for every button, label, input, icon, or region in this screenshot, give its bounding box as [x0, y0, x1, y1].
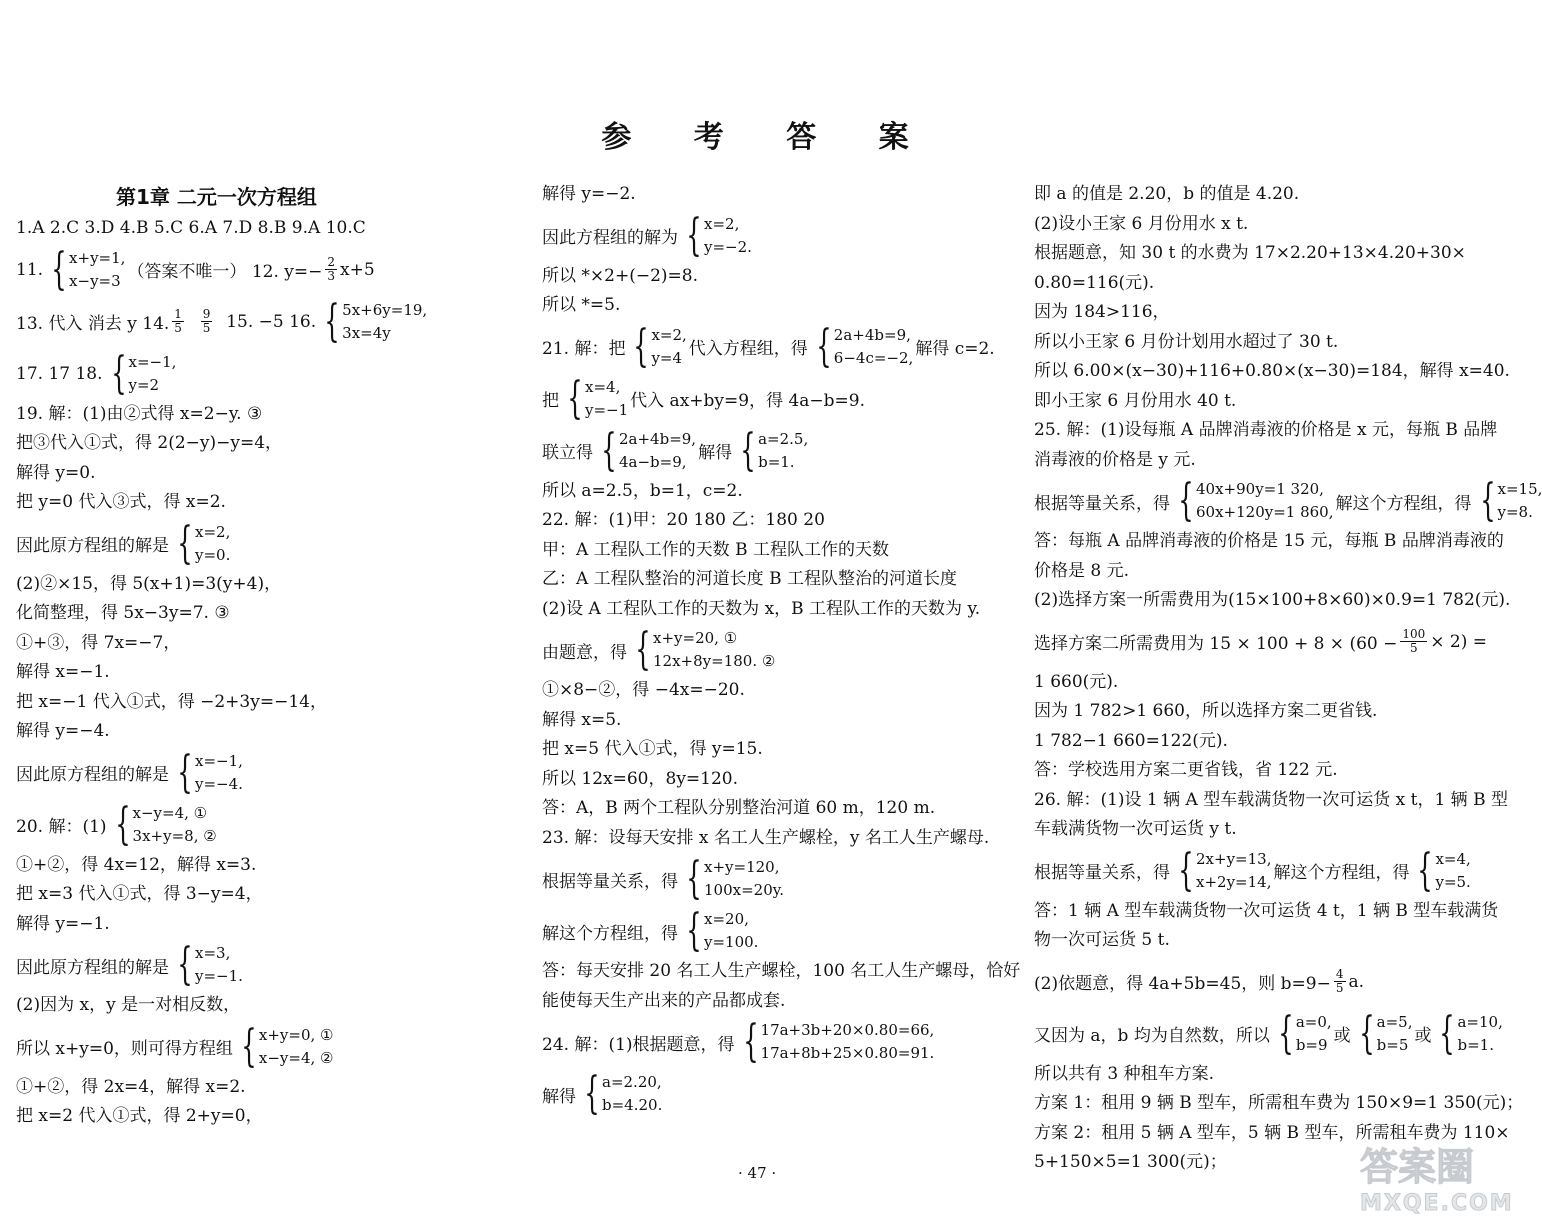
solution-line: (2)因为 x，y 是一对相反数， — [16, 995, 241, 1015]
solution-system: 20. 解：(1) { x−y=4, ① 3x+y=8, ② — [16, 798, 217, 850]
solution-line: 26. 解：(1)设 1 辆 A 型车载满货物一次可运货 x t，1 辆 B 型 — [1034, 789, 1508, 810]
solution-system: 把 { x=4, y=−1 代入 ax+by=9，得 4a−b=9. — [542, 372, 866, 424]
solution-line: 即 a 的值是 2.20，b 的值是 4.20. — [1034, 184, 1300, 204]
page-title: 参 考 答 案 — [601, 120, 935, 155]
solution-line: 把 x=2 代入①式，得 2+y=0， — [16, 1106, 263, 1126]
solution-line: 所以共有 3 种租车方案. — [1034, 1063, 1215, 1084]
solution-line: ①+②，得 2x=4，解得 x=2. — [16, 1076, 246, 1097]
solution-system: 根据等量关系，得 { x+y=120, 100x=20y. — [542, 853, 784, 904]
solution-line: 1 660(元). — [1034, 671, 1119, 692]
solution-fraction-line: (2)依题意，得 4a+5b=45，则 b=9− $\frac{4}{5}$ a. — [1034, 967, 1365, 995]
solution-line: 解得 y=0. — [16, 462, 96, 483]
solution-line: 能使每天生产出来的产品都成套. — [542, 990, 786, 1011]
solution-system: 又因为 a，b 均为自然数，所以 { a=0, b=9 或 { a=5, b=5 或 { a=10, b=1. — [1034, 1007, 1503, 1059]
solution-line: 答：每天安排 20 名工人生产螺栓，100 名工人生产螺母，恰好 — [542, 961, 1021, 981]
solution-system: 24. 解：(1)根据题意，得 { 17a+3b+20×0.80=66, 17a+8b+25×0.80=91. — [542, 1016, 935, 1067]
answer-13-16: 13. 代入 消去 y 14. $\frac{1}{5}$ $\frac{9}{5}$ 15. −5 16. { 5x+6y=19, 3x=4y — [16, 295, 428, 347]
solution-line: 答：每瓶 A 品牌消毒液的价格是 15 元，每瓶 B 品牌消毒液的 — [1034, 531, 1504, 551]
solution-line: 所以小王家 6 月份计划用水超过了 30 t. — [1034, 331, 1339, 352]
choice-answers: 1.A 2.C 3.D 4.B 5.C 6.A 7.D 8.B 9.A 10.C — [16, 218, 366, 238]
solution-system: 根据等量关系，得 { 40x+90y=1 320, 60x+120y=1 860, 解这个方程组，得 { x=15, y=8. — [1034, 475, 1542, 526]
solution-line: 所以 a=2.5，b=1，c=2. — [542, 480, 743, 501]
solution-line: 5+150×5=1 300(元)； — [1034, 1152, 1227, 1172]
q12-text: （答案不唯一） 12. y=− — [127, 262, 323, 282]
fraction: $\frac{9}{5}$ — [202, 307, 211, 335]
solution-line: 解得 y=−2. — [542, 184, 636, 204]
solution-line: (2)设小王家 6 月份用水 x t. — [1034, 213, 1249, 234]
solution-system: 所以 x+y=0，则可得方程组 { x+y=0, ① x−y=4, ② — [16, 1020, 334, 1072]
solution-line: 答：学校选用方案二更省钱，省 122 元. — [1034, 760, 1338, 780]
solution-line: 方案 2：租用 5 辆 A 型车，5 辆 B 型车，所需租车费为 110× — [1034, 1122, 1510, 1143]
solution-system: 由题意，得 { x+y=20, ① 12x+8y=180. ② — [542, 624, 776, 675]
solution-system: 因此方程组的解为 { x=2, y=−2. — [542, 209, 752, 261]
solution-system: 根据等量关系，得 { 2x+y=13, x+2y=14, 解这个方程组，得 { x=4, y=5. — [1034, 844, 1471, 896]
solution-system: 因此原方程组的解是 { x=3, y=−1. — [16, 939, 243, 990]
watermark-logo: 答案圈 MXQE.COM — [1360, 1145, 1514, 1216]
solution-line: 把③代入①式，得 2(2−y)−y=4， — [16, 433, 283, 453]
solution-system: 解这个方程组，得 { x=20, y=100. — [542, 905, 759, 956]
solution-line: 19. 解：(1)由②式得 x=2−y. ③ — [16, 403, 263, 424]
solution-line: 答：1 辆 A 型车载满货物一次可运货 4 t，1 辆 B 型车载满货 — [1034, 900, 1499, 921]
solution-line: 把 y=0 代入③式，得 x=2. — [16, 492, 226, 512]
solution-line: 所以 *×2+(−2)=8. — [542, 265, 698, 286]
equation-system: { x+y=1, x−y=3 — [51, 243, 126, 295]
page-number: · 47 · — [738, 1164, 777, 1182]
fraction: $\frac{100}{5}$ — [1402, 627, 1426, 655]
solution-system: 21. 解：把 { x=2, y=4 代入方程组，得 { 2a+4b=9, 6−4c=−2, 解得 c=2. — [542, 320, 995, 372]
solution-line: 0.80=116(元). — [1034, 272, 1155, 293]
solution-line: 把 x=5 代入①式，得 y=15. — [542, 739, 763, 759]
solution-line: 化简整理，得 5x−3y=7. ③ — [16, 603, 230, 623]
fraction: $\frac{4}{5}$ — [1335, 967, 1344, 995]
solution-line: 答：A，B 两个工程队分别整治河道 60 m，120 m. — [542, 798, 936, 818]
solution-line: 所以 *=5. — [542, 295, 621, 315]
solution-system: 因此原方程组的解是 { x=2, y=0. — [16, 517, 231, 569]
answers-column-3 — [1034, 180, 1542, 1178]
chapter-heading: 第1章 二元一次方程组 — [116, 185, 317, 209]
solution-line: ①+③，得 7x=−7， — [16, 632, 181, 653]
solution-fraction-line: 选择方案二所需费用为 15 × 100 + 8 × (60 − $\frac{100}{5}$ × 2) = — [1034, 627, 1488, 655]
solution-line: 把 x=−1 代入①式，得 −2+3y=−14， — [16, 691, 327, 712]
solution-line: 23. 解：设每天安排 x 名工人生产螺栓，y 名工人生产螺母. — [542, 827, 990, 848]
solution-line: 物一次可运货 5 t. — [1034, 930, 1170, 950]
solution-line: 车载满货物一次可运货 y t. — [1034, 819, 1237, 839]
answer-11-12: 11. { x+y=1, x−y=3 （答案不唯一） 12. y=− $\frac{2}{3}$ x+5 — [16, 243, 375, 295]
solution-line: 解得 x=−1. — [16, 662, 110, 682]
solution-line: (2)②×15，得 5(x+1)=3(y+4)， — [16, 573, 282, 594]
solution-line: (2)选择方案一所需费用为(15×100+8×60)×0.9=1 782(元). — [1034, 590, 1511, 610]
fraction: $\frac{2}{3}$ — [327, 255, 336, 283]
solution-system: 联立得 { 2a+4b=9, 4a−b=9, 解得 { a=2.5, b=1. — [542, 424, 809, 476]
solution-line: 根据题意，知 30 t 的水费为 17×2.20+13×4.20+30× — [1034, 243, 1466, 263]
solution-line: 甲：A 工程队工作的天数 B 工程队工作的天数 — [542, 539, 889, 560]
q11-label: 11. — [16, 259, 44, 280]
solution-line: ①+②，得 4x=12，解得 x=3. — [16, 854, 257, 875]
answers-column-1 — [16, 180, 496, 1132]
solution-line: 解得 x=5. — [542, 709, 622, 730]
solution-line: 所以 6.00×(x−30)+116+0.80×(x−30)=184，解得 x=40. — [1034, 361, 1510, 381]
solution-line: 价格是 8 元. — [1034, 560, 1130, 581]
equation-system: { 5x+6y=19, 3x=4y — [324, 295, 428, 347]
solution-line: (2)设 A 工程队工作的天数为 x，B 工程队工作的天数为 y. — [542, 598, 981, 619]
solution-line: 解得 y=−1. — [16, 913, 110, 934]
solution-system: 因此原方程组的解是 { x=−1, y=−4. — [16, 746, 243, 798]
solution-line: 消毒液的价格是 y 元. — [1034, 449, 1196, 470]
solution-line: 因为 184>116， — [1034, 302, 1170, 322]
solution-line: 1 782−1 660=122(元). — [1034, 730, 1228, 751]
solution-system: 解得 { a=2.20, b=4.20. — [542, 1068, 663, 1119]
equation-system: { x=−1, y=2 — [110, 347, 177, 399]
answer-17-18: 17. 17 18. { x=−1, y=2 — [16, 347, 177, 399]
solution-line: 因为 1 782>1 660，所以选择方案二更省钱. — [1034, 701, 1378, 721]
solution-line: 把 x=3 代入①式，得 3−y=4， — [16, 884, 263, 904]
solution-line: 方案 1：租用 9 辆 B 型车，所需租车费为 150×9=1 350(元)； — [1034, 1093, 1524, 1113]
fraction: $\frac{1}{5}$ — [174, 307, 182, 335]
solution-line: 乙：A 工程队整治的河道长度 B 工程队整治的河道长度 — [542, 569, 957, 589]
solution-line: 解得 y=−4. — [16, 721, 110, 741]
answers-column-2 — [542, 180, 1021, 1120]
solution-line: 所以 12x=60，8y=120. — [542, 768, 739, 789]
solution-line: 25. 解：(1)设每瓶 A 品牌消毒液的价格是 x 元，每瓶 B 品牌 — [1034, 420, 1498, 440]
solution-line: ①×8−②，得 −4x=−20. — [542, 680, 745, 700]
solution-line: 即小王家 6 月份用水 40 t. — [1034, 390, 1237, 411]
solution-line: 22. 解：(1)甲：20 180 乙：180 20 — [542, 510, 825, 530]
